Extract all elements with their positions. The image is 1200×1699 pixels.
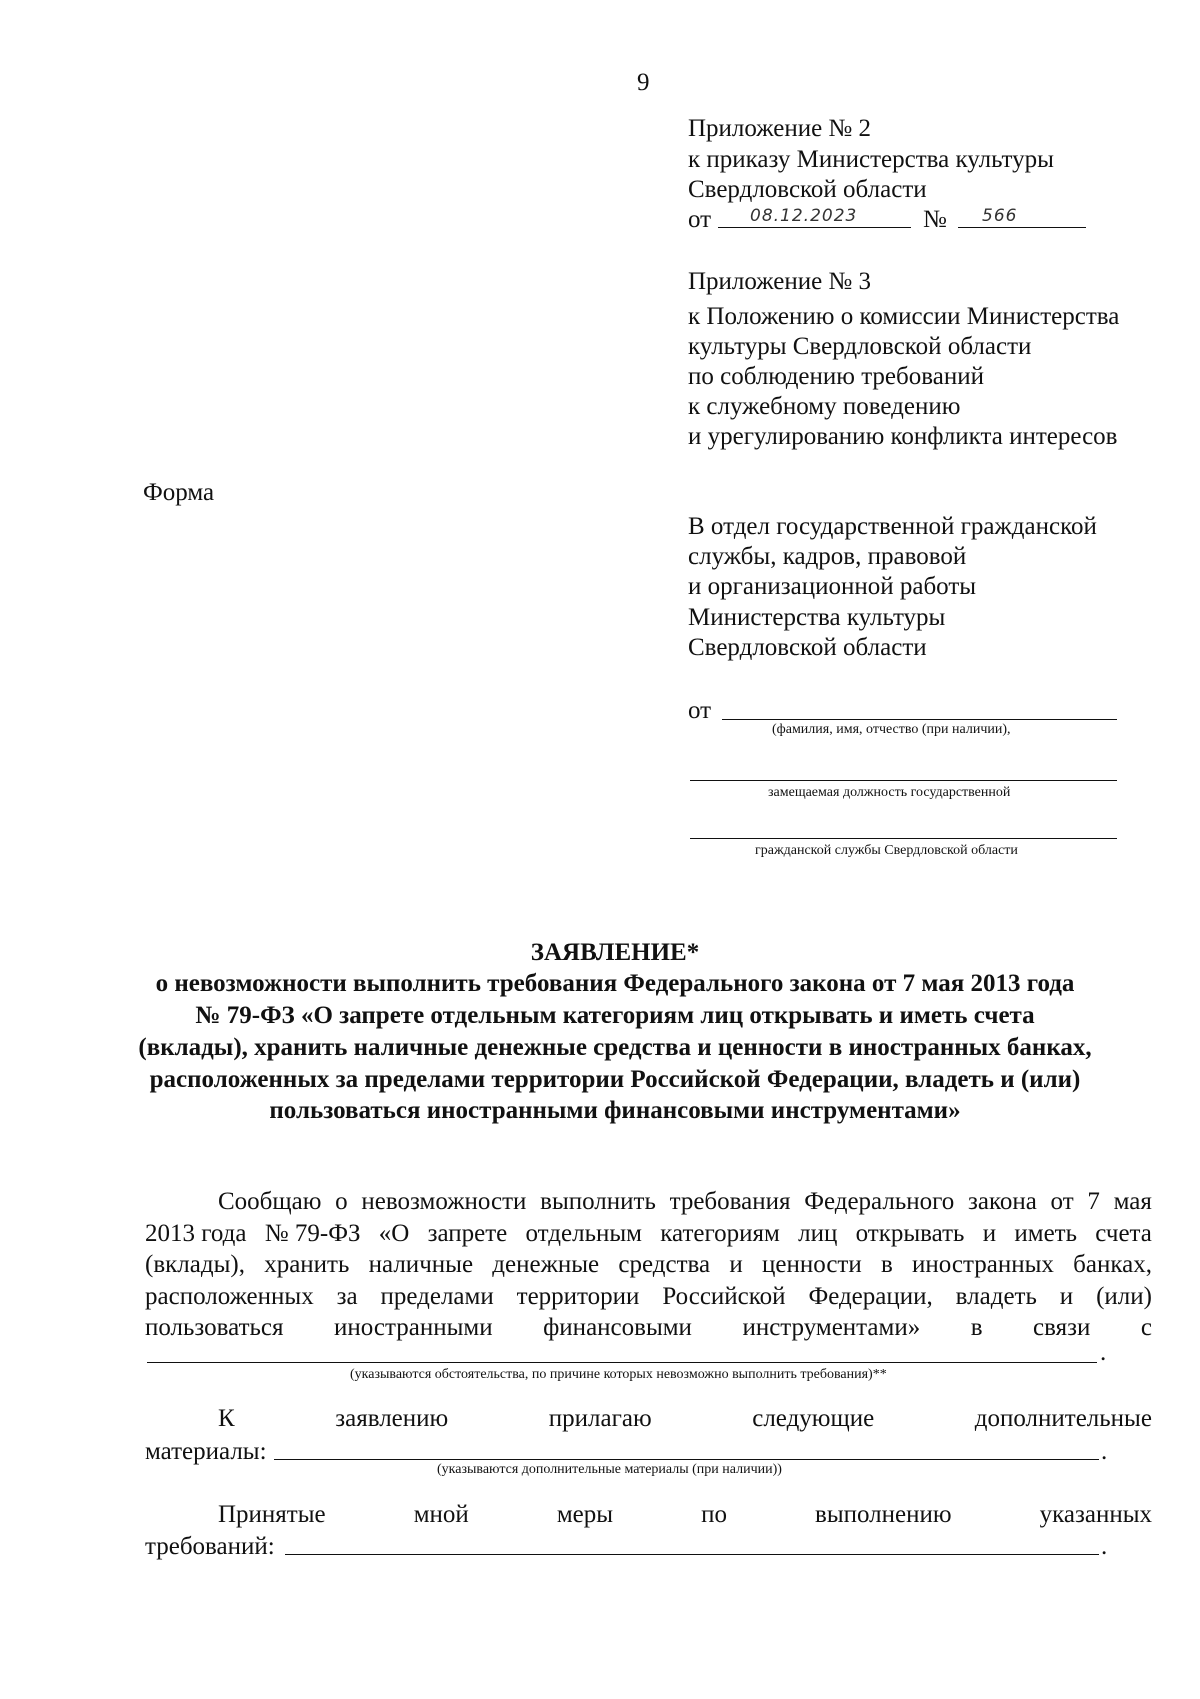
- paragraph-1-end: .: [1100, 1339, 1107, 1366]
- paragraph-word: 2013 года: [145, 1220, 247, 1247]
- paragraph-word: лиц: [798, 1220, 838, 1247]
- statement-heading-line: о невозможности выполнить требования Федерального закона от 7 мая 2013 года: [155, 970, 1075, 997]
- paragraph-word: прилагаю: [548, 1405, 652, 1432]
- paragraph-word: открывать: [855, 1220, 965, 1247]
- sender-service-hint: гражданской службы Свердловской области: [755, 843, 1018, 858]
- paragraph-line: [145, 1313, 1152, 1343]
- paragraph-word: иностранных: [912, 1251, 1054, 1278]
- statement-heading-line: расположенных за пределами территории Российской Федерации, владеть и (или): [149, 1066, 1081, 1093]
- paragraph-word: № 79-ФЗ: [264, 1220, 361, 1247]
- paragraph-word: расположенных: [145, 1283, 314, 1310]
- paragraph-word: денежные: [492, 1251, 600, 1278]
- paragraph-word: в: [970, 1314, 983, 1341]
- addressee-line: и организационной работы: [688, 573, 977, 600]
- paragraph-word: запрете: [427, 1220, 508, 1247]
- paragraph-word: по: [701, 1501, 727, 1528]
- paragraph-word: и: [1059, 1283, 1074, 1310]
- statement-heading-line: (вклады), хранить наличные денежные средства и ценности в иностранных банках,: [138, 1034, 1092, 1061]
- materials-hint: (указываются дополнительные материалы (при наличии)): [437, 1462, 782, 1477]
- paragraph-word: меры: [556, 1501, 614, 1528]
- addressee-line: Министерства культуры: [688, 604, 946, 631]
- appendix-3-title: Приложение № 3: [688, 268, 872, 295]
- paragraph-word: счета: [1095, 1220, 1152, 1247]
- paragraph-3-end: .: [1101, 1533, 1108, 1560]
- appendix-3-line: по соблюдению требований: [688, 363, 984, 390]
- paragraph-word: Федерального: [804, 1188, 955, 1215]
- materials-field[interactable]: [274, 1459, 1099, 1460]
- form-label: Форма: [143, 479, 215, 506]
- paragraph-word: в: [880, 1251, 893, 1278]
- paragraph-word: мной: [413, 1501, 469, 1528]
- sender-name-hint: (фамилия, имя, отчество (при наличии),: [772, 722, 1011, 737]
- statement-title: ЗАЯВЛЕНИЕ*: [530, 939, 700, 966]
- appendix-2-number-label: №: [923, 206, 947, 233]
- paragraph-word: (вклады),: [145, 1251, 245, 1278]
- paragraph-word: К: [218, 1405, 235, 1432]
- appendix-3-line: к Положению о комиссии Министерства: [688, 303, 1120, 330]
- paragraph-word: о: [335, 1188, 348, 1215]
- paragraph-word: Российской: [662, 1283, 786, 1310]
- page-number: 9: [637, 69, 650, 96]
- handwritten-date: 08.12.2023: [750, 206, 858, 226]
- paragraph-word: закона: [967, 1188, 1037, 1215]
- paragraph-word: мая: [1113, 1188, 1152, 1215]
- paragraph-word: Принятые: [218, 1501, 326, 1528]
- paragraph-word: связи: [1033, 1314, 1091, 1341]
- materials-label: материалы:: [145, 1438, 267, 1465]
- paragraph-word: пределами: [380, 1283, 494, 1310]
- handwritten-number: 566: [982, 206, 1018, 226]
- sender-position-hint: замещаемая должность государственной: [768, 785, 1011, 800]
- paragraph-word: требования: [669, 1188, 791, 1215]
- appendix-2-line: Свердловской области: [688, 176, 927, 203]
- appendix-2-line: к приказу Министерства культуры: [688, 146, 1054, 173]
- appendix-3-line: к служебному поведению: [688, 393, 961, 420]
- paragraph-line: [218, 1187, 1152, 1217]
- paragraph-word: инструментами»: [742, 1314, 921, 1341]
- appendix-3-line: и урегулированию конфликта интересов: [688, 423, 1118, 450]
- paragraph-word: наличные: [368, 1251, 474, 1278]
- paragraph-word: и: [729, 1251, 743, 1278]
- paragraph-word: иностранными: [334, 1314, 493, 1341]
- paragraph-word: 7: [1087, 1188, 1100, 1215]
- paragraph-word: следующие: [752, 1405, 875, 1432]
- paragraph-word: и: [982, 1220, 997, 1247]
- addressee-line: службы, кадров, правовой: [688, 543, 967, 570]
- paragraph-word: банках,: [1073, 1251, 1152, 1278]
- paragraph-word: владеть: [955, 1283, 1037, 1310]
- paragraph-word: финансовыми: [543, 1314, 692, 1341]
- paragraph-line: [145, 1250, 1152, 1280]
- paragraph-word: с: [1140, 1314, 1152, 1341]
- circumstances-field[interactable]: [147, 1362, 1097, 1363]
- paragraph-word: указанных: [1039, 1501, 1152, 1528]
- paragraph-line: [145, 1219, 1152, 1249]
- paragraph-word: хранить: [264, 1251, 350, 1278]
- paragraph-word: выполнению: [815, 1501, 952, 1528]
- circumstances-hint: (указываются обстоятельства, по причине которых невозможно выполнить требования)**: [350, 1367, 887, 1382]
- appendix-3-line: культуры Свердловской области: [688, 333, 1032, 360]
- paragraph-word: за: [336, 1283, 358, 1310]
- paragraph-word: категориям: [660, 1220, 780, 1247]
- paragraph-word: иметь: [1014, 1220, 1078, 1247]
- paragraph-word: ценности: [761, 1251, 862, 1278]
- statement-heading-line: № 79-ФЗ «О запрете отдельным категориям лиц открывать и иметь счета: [195, 1002, 1035, 1029]
- paragraph-word: пользоваться: [145, 1314, 284, 1341]
- paragraph-word: Федерации,: [808, 1283, 933, 1310]
- paragraph-word: заявлению: [335, 1405, 449, 1432]
- addressee-line: В отдел государственной гражданской: [688, 513, 1097, 540]
- paragraph-word: территории: [516, 1283, 640, 1310]
- paragraph-line: [218, 1404, 1152, 1434]
- paragraph-word: выполнить: [540, 1188, 656, 1215]
- appendix-2-title: Приложение № 2: [688, 115, 872, 142]
- paragraph-word: отдельным: [525, 1220, 642, 1247]
- sender-service-field[interactable]: [690, 838, 1117, 839]
- paragraph-word: невозможности: [361, 1188, 527, 1215]
- paragraph-line: [218, 1500, 1152, 1530]
- addressee-line: Свердловской области: [688, 634, 927, 661]
- appendix-2-from-label: от: [688, 206, 712, 233]
- paragraph-2-end: .: [1101, 1438, 1108, 1465]
- sender-position-field[interactable]: [690, 780, 1117, 781]
- paragraph-word: Сообщаю: [218, 1188, 322, 1215]
- sender-name-field[interactable]: [722, 719, 1117, 720]
- measures-label: требований:: [145, 1533, 275, 1560]
- measures-field[interactable]: [285, 1554, 1099, 1555]
- statement-heading-line: пользоваться иностранными финансовыми инструментами»: [269, 1097, 961, 1124]
- paragraph-line: [145, 1282, 1152, 1312]
- sender-from-label: от: [688, 697, 712, 724]
- paragraph-word: «О: [378, 1220, 410, 1247]
- paragraph-word: (или): [1096, 1283, 1152, 1310]
- paragraph-word: дополнительные: [974, 1405, 1152, 1432]
- paragraph-word: от: [1050, 1188, 1074, 1215]
- paragraph-word: средства: [618, 1251, 711, 1278]
